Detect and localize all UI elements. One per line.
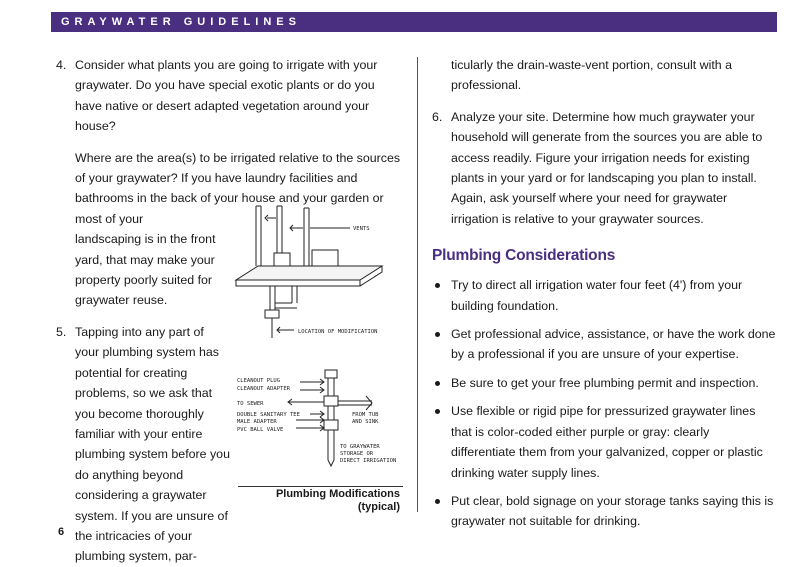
plumbing-diagram — [232, 198, 407, 488]
list-item-6 — [432, 107, 777, 229]
bullet-text: Use flexible or rigid pipe for pressurized graywater lines that is color-coded either purple or gray: clearly differentiate them from your galvanized, copper or plastic drinking water supply lines. — [451, 404, 763, 480]
continuation-text: ticularly the drain-waste-vent portion, consult with a professional. — [451, 58, 732, 93]
item-4-paragraph-2-continued: landscaping is in the front yard, that may make your property poorly suited for graywater reuse. — [75, 232, 216, 308]
bullet-dot — [435, 332, 440, 337]
label-double-tee: DOUBLE SANITARY TEE — [237, 412, 300, 418]
bullet-dot — [435, 381, 440, 386]
caption-rule — [238, 486, 403, 487]
bullet-item — [432, 373, 777, 393]
label-to-storage-3: DIRECT IRRIGATION — [340, 458, 397, 464]
item-number: 5. — [56, 324, 67, 339]
bullet-item — [432, 324, 777, 365]
figure-caption — [232, 488, 400, 514]
item-number: 4. — [56, 58, 67, 72]
header-banner — [51, 12, 777, 32]
bullet-text: Get professional advice, assistance, or have the work done by a professional if you are unsure of your expertise. — [451, 327, 776, 362]
label-location: LOCATION OF MODIFICATION — [298, 329, 378, 335]
bullet-item — [432, 401, 777, 483]
column-divider — [417, 57, 418, 512]
label-from-tub-2: AND SINK — [352, 419, 379, 425]
label-cleanout: CLEANOUT PLUG — [237, 378, 281, 384]
page-number: 6 — [58, 526, 65, 538]
right-column — [432, 55, 777, 540]
caption-subtitle: (typical) — [357, 501, 400, 513]
header-title: GRAYWATER GUIDELINES — [61, 16, 301, 28]
item-number: 6. — [432, 109, 443, 124]
item-4-paragraph-1: Consider what plants you are going to irrigate with your graywater. Do you have special exotic plants or do you have native or desert adapted vegetation around your house? — [75, 58, 378, 134]
item-5-paragraph: Tapping into any part of your plumbing system has potential for creating problems, so we ask that you become thoroughly familiar with your entire plumbing system before you do anything beyond considering a graywater system. If you are unsure of the intricacies of your plumbing system, par- — [75, 324, 230, 564]
section-heading: Plumbing Considerations — [432, 247, 616, 265]
label-to-storage: TO GRAYWATER — [340, 444, 380, 450]
label-vents: VENTS — [353, 226, 370, 232]
label-male-adapter: MALE ADAPTER — [237, 419, 277, 425]
item-6-paragraph: Analyze your site. Determine how much graywater your household will generate from the sources you are able to access readily. Figure your irrigation needs for existing plants in your yard or for landscaping you plan to install. Again, ask yourself where your need for graywater irrigation is relative to your graywater sources. — [451, 109, 763, 226]
bullet-dot — [435, 283, 440, 288]
item-4-paragraph-2: Where are the area(s) to be irrigated relative to the sources of your graywater? If you have laundry facilities and bathrooms in the back of your house and your garden or most of your — [75, 150, 401, 226]
item-5-continuation — [432, 55, 777, 96]
bullet-text: Put clear, bold signage on your storage tanks saying this is graywater not suitable for drinking. — [451, 493, 774, 529]
bullet-text: Try to direct all irrigation water four feet (4') from your building foundation. — [451, 278, 743, 313]
label-sewer: TO SEWER — [237, 401, 264, 407]
bullet-item — [432, 275, 777, 316]
bullet-text: Be sure to get your free plumbing permit and inspection. — [451, 375, 759, 390]
bullet-dot — [435, 499, 440, 504]
label-to-storage-2: STORAGE OR — [340, 451, 374, 457]
label-ball-valve: PVC BALL VALVE — [237, 427, 284, 433]
label-cleanout-adapter: CLEANOUT ADAPTER — [237, 386, 290, 392]
bullet-dot — [435, 409, 440, 414]
label-from-tub: FROM TUB — [352, 412, 379, 418]
bullet-item — [432, 491, 777, 532]
caption-title: Plumbing Modifications — [275, 488, 400, 500]
